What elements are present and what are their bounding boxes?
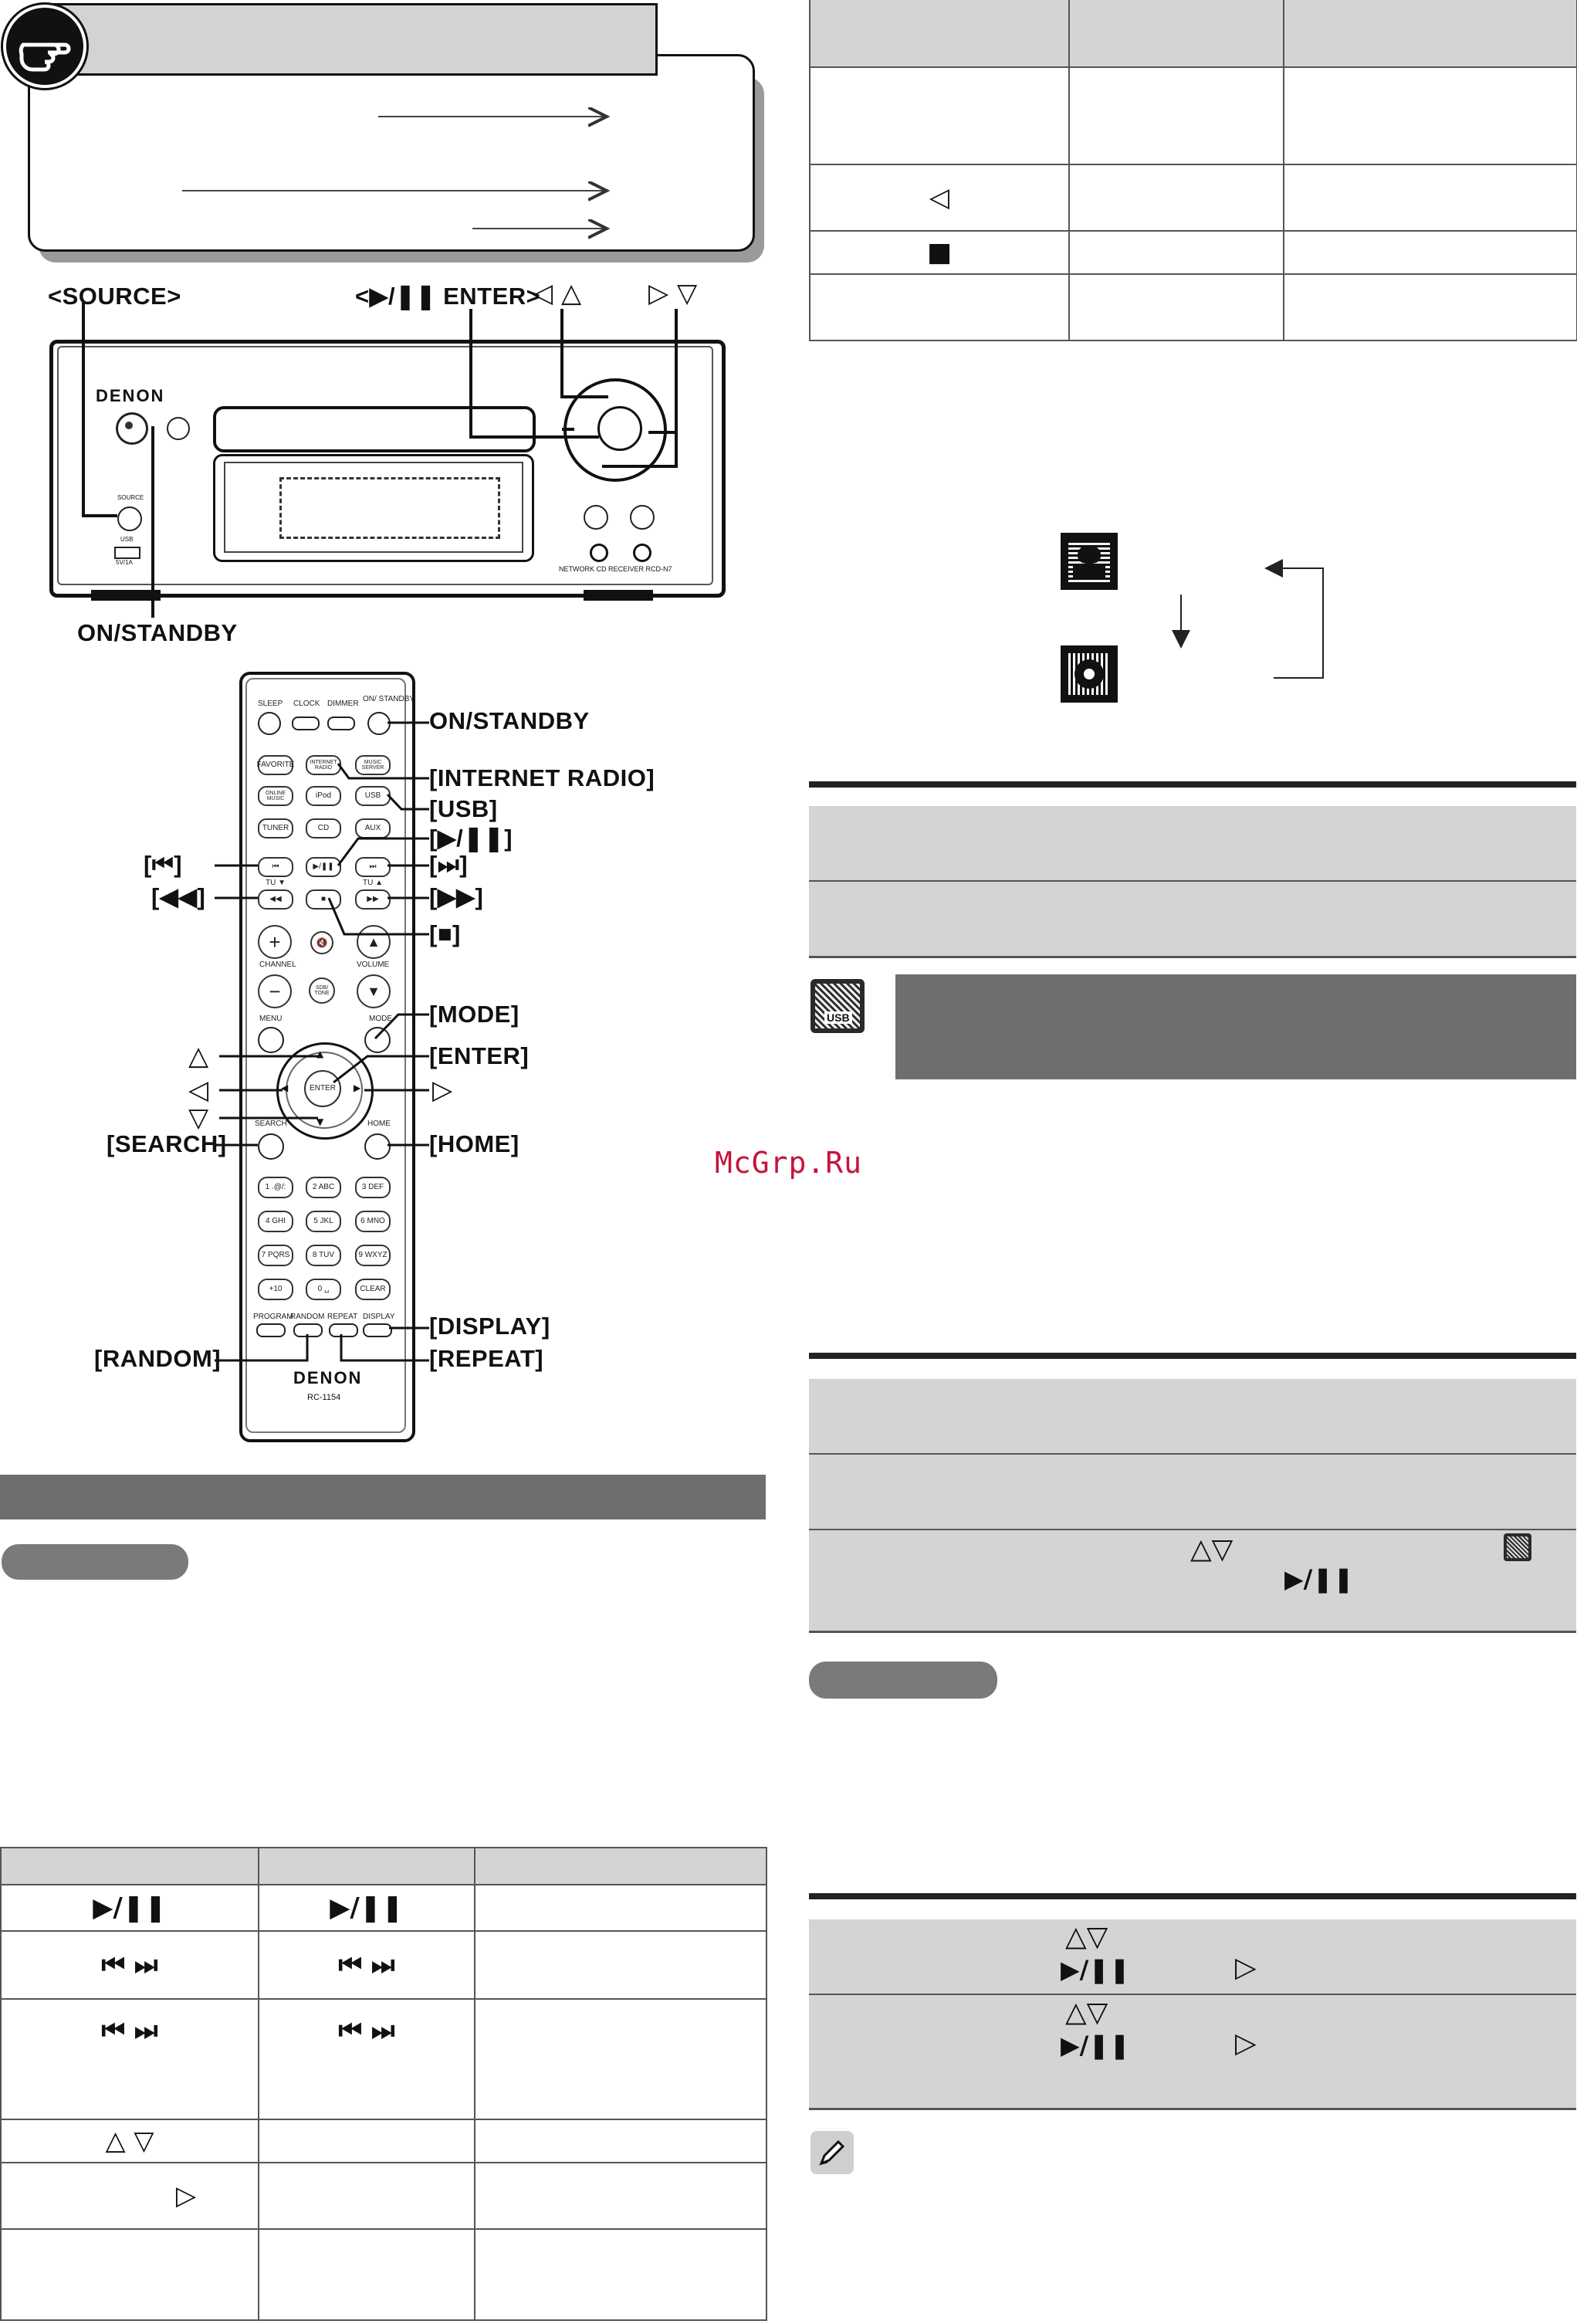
table-cell: ◁: [810, 164, 1069, 231]
right-top-table: [809, 0, 1577, 341]
section-pill-right: [809, 1662, 997, 1699]
label-up: △: [188, 1041, 209, 1072]
step-row: [809, 882, 1576, 958]
label-random: [RANDOM]: [94, 1345, 222, 1372]
remote-clock-label: CLOCK: [293, 700, 320, 708]
remote-skip-back-button[interactable]: ⏮: [258, 857, 293, 877]
table-cell: [1069, 231, 1284, 274]
remote-digit-8[interactable]: 8 TUV: [306, 1245, 341, 1266]
remote-display-label: DISPLAY: [363, 1313, 395, 1321]
remote-plus10-button[interactable]: +10: [258, 1279, 293, 1300]
table-cell: ■: [810, 231, 1069, 274]
section-pill-left: [2, 1544, 188, 1580]
remote-skip-fwd-button[interactable]: ⏭: [355, 857, 391, 877]
remote-internet-radio-button[interactable]: INTERNET RADIO: [306, 755, 341, 775]
label-search: [SEARCH]: [107, 1130, 227, 1157]
table-cell: [1284, 274, 1577, 340]
mode-cycle-arrows: [1158, 540, 1343, 695]
table-cell: [810, 67, 1069, 164]
label-mode: [MODE]: [429, 1001, 519, 1028]
table-cell: △ ▽: [1, 2119, 259, 2163]
remote-dimmer-label: DIMMER: [327, 700, 359, 708]
unit-brand: DENON: [96, 386, 165, 405]
table-cell: [259, 2119, 475, 2163]
remote-model: RC-1154: [307, 1393, 341, 1402]
table-cell: ⏮ ⏭: [259, 1999, 475, 2119]
label-internet-radio: [INTERNET RADIO]: [429, 764, 655, 791]
label-right: ▷: [432, 1075, 453, 1106]
remote-onstandby-label: ON/ STANDBY: [363, 695, 415, 703]
remote-sleep-label: SLEEP: [258, 700, 283, 708]
remote-online-music-button[interactable]: ONLINE MUSIC: [258, 786, 293, 806]
label-down: ▽: [188, 1103, 209, 1133]
label-stop: [■]: [429, 920, 461, 947]
watermark: McGrp.Ru: [715, 1146, 863, 1180]
step3b-arrows: △▽: [1065, 1997, 1108, 2028]
step-arrows-updown: △▽: [1190, 1533, 1234, 1565]
table-cell: ⏮ ⏭: [1, 1999, 259, 2119]
remote-home-label: HOME: [367, 1120, 391, 1128]
label-display: [DISPLAY]: [429, 1313, 550, 1340]
table-cell: [475, 2163, 767, 2229]
step-row: [809, 806, 1576, 883]
table-head-cell: [1284, 0, 1577, 67]
table-cell: [1069, 274, 1284, 340]
remote-stop-button[interactable]: ■: [306, 889, 341, 910]
table-cell: [259, 2163, 475, 2229]
remote-dpad-right-icon[interactable]: ▶: [354, 1082, 361, 1093]
remote-digit-3[interactable]: 3 DEF: [355, 1177, 391, 1198]
table-cell: [1, 2229, 259, 2320]
remote-aux-button[interactable]: AUX: [355, 818, 391, 838]
label-home: [HOME]: [429, 1130, 519, 1157]
label-left: ◁: [188, 1075, 209, 1106]
table-head-cell: [810, 0, 1069, 67]
repeat-all-icon: [1061, 645, 1118, 703]
remote-digit-5[interactable]: 5 JKL: [306, 1211, 341, 1232]
steps-rule-2: [809, 1353, 1576, 1359]
table-cell: [1284, 67, 1577, 164]
pencil-note-icon: [810, 2131, 854, 2174]
step-row: [809, 1995, 1576, 2110]
remote-digit-4[interactable]: 4 GHI: [258, 1211, 293, 1232]
remote-volume-label: VOLUME: [357, 960, 390, 969]
table-cell: ▷: [1, 2163, 259, 2229]
unit-model: NETWORK CD RECEIVER RCD-N7: [559, 565, 672, 573]
step3a-right: ▷: [1235, 1952, 1257, 1984]
operations-table: [0, 1847, 767, 2321]
step3b-play: ▶/❚❚: [1061, 2031, 1130, 2060]
step-play-pause: ▶/❚❚: [1284, 1564, 1354, 1594]
remote-tuner-button[interactable]: TUNER: [258, 818, 293, 838]
remote-search-label: SEARCH: [255, 1120, 287, 1128]
label-enter: [ENTER]: [429, 1042, 530, 1069]
usb-source-icon: [810, 979, 865, 1033]
remote-dpad-left-icon[interactable]: ◀: [281, 1082, 289, 1093]
repeat-one-icon: [1061, 533, 1118, 590]
remote-volume-down-button[interactable]: ▼: [357, 974, 391, 1008]
step3a-arrows: △▽: [1065, 1921, 1108, 1953]
label-skip-fwd: [⏭]: [429, 851, 469, 878]
steps-rule-1: [809, 781, 1576, 788]
step-row: [809, 1379, 1576, 1455]
remote-channel-down-button[interactable]: −: [258, 974, 292, 1008]
remote-enter-button[interactable]: ENTER: [304, 1070, 341, 1107]
usb-badge-text: USB: [824, 1011, 852, 1024]
remote-digit-0[interactable]: 0 ␣: [306, 1279, 341, 1300]
remote-random-label: RANDOM: [290, 1313, 325, 1321]
label-on-standby-remote: ON/STANDBY: [429, 707, 590, 734]
remote-ipod-button[interactable]: iPod: [306, 786, 341, 806]
section-header-bar: [0, 1475, 766, 1519]
usb-sub-label: 5V/1A: [116, 559, 133, 566]
remote-program-label: PROGRAM: [253, 1313, 293, 1321]
remote-repeat-label: REPEAT: [327, 1313, 358, 1321]
remote-mute-button[interactable]: 🔇: [310, 931, 333, 954]
table-cell: ⏮ ⏭: [259, 1931, 475, 1999]
remote-favorite-button[interactable]: FAVORITE: [258, 755, 293, 775]
remote-tu-down-label: TU ▼: [266, 879, 286, 887]
table-head-cell: [1069, 0, 1284, 67]
table-cell: [475, 2119, 767, 2163]
remote-play-pause-button[interactable]: ▶/❚❚: [306, 857, 341, 877]
table-cell: ▶/❚❚: [259, 1885, 475, 1931]
table-cell: [1069, 67, 1284, 164]
source-small-label: SOURCE: [117, 494, 144, 501]
label-ffwd: [▶▶]: [429, 883, 484, 910]
table-cell: [810, 274, 1069, 340]
table-cell: ▶/❚❚: [1, 1885, 259, 1931]
remote-mode-label: MODE: [369, 1015, 392, 1023]
table-cell: [475, 1931, 767, 1999]
usb-mini-icon: [1504, 1533, 1531, 1561]
label-source: <SOURCE>: [48, 283, 181, 310]
remote-leader-lines: [0, 0, 772, 1390]
remote-channel-up-button[interactable]: +: [258, 925, 292, 959]
table-cell: [475, 1885, 767, 1931]
table-cell: ⏮ ⏭: [1, 1931, 259, 1999]
label-rewind: [◀◀]: [151, 883, 206, 910]
remote-menu-label: MENU: [259, 1015, 283, 1023]
label-left-up: ◁ △: [533, 278, 582, 309]
remote-digit-9[interactable]: 9 WXYZ: [355, 1245, 391, 1266]
step-row: [809, 1455, 1576, 1531]
label-repeat: [REPEAT]: [429, 1345, 544, 1372]
table-head-cell: [475, 1848, 767, 1885]
remote-dpad-down-icon[interactable]: ▼: [316, 1116, 324, 1127]
remote-digit-6[interactable]: 6 MNO: [355, 1211, 391, 1232]
step-row: [809, 1919, 1576, 1996]
remote-sdb-tone-button[interactable]: SDB/ TONE: [309, 977, 335, 1004]
label-usb: [USB]: [429, 795, 498, 822]
table-cell: [1284, 231, 1577, 274]
remote-tu-up-label: TU ▲: [363, 879, 384, 887]
table-cell: [1069, 164, 1284, 231]
remote-digit-1[interactable]: 1 .@/:: [258, 1177, 293, 1198]
remote-music-server-button[interactable]: MUSIC SERVER: [355, 755, 391, 775]
remote-brand: DENON: [293, 1368, 363, 1387]
table-cell: [259, 2229, 475, 2320]
table-head-cell: [259, 1848, 475, 1885]
step3a-play: ▶/❚❚: [1061, 1955, 1130, 1984]
remote-dpad-up-icon[interactable]: ▲: [316, 1049, 324, 1059]
remote-cd-button[interactable]: CD: [306, 818, 341, 838]
remote-ffwd-button[interactable]: ▶▶: [355, 889, 391, 910]
remote-rewind-button[interactable]: ◀◀: [258, 889, 293, 910]
label-play-enter: <▶/❚❚ ENTER>: [355, 283, 541, 310]
step3b-right: ▷: [1235, 2028, 1257, 2059]
remote-clear-button[interactable]: CLEAR: [355, 1279, 391, 1300]
table-head-cell: [1, 1848, 259, 1885]
remote-channel-label: CHANNEL: [259, 960, 296, 969]
label-on-standby-unit: ON/STANDBY: [77, 619, 238, 646]
label-play-pause: [▶/❚❚]: [429, 825, 513, 852]
remote-digit-2[interactable]: 2 ABC: [306, 1177, 341, 1198]
table-cell: [1284, 164, 1577, 231]
steps-rule-3: [809, 1893, 1576, 1899]
remote-usb-button[interactable]: USB: [355, 786, 391, 806]
usb-section-header: [895, 974, 1576, 1079]
table-cell: [475, 2229, 767, 2320]
label-right-down: ▷ ▽: [648, 278, 698, 309]
label-skip-back: [⏮]: [144, 851, 183, 878]
remote-digit-7[interactable]: 7 PQRS: [258, 1245, 293, 1266]
usb-small-label: USB: [120, 536, 134, 543]
table-cell: [475, 1999, 767, 2119]
remote-volume-up-button[interactable]: ▲: [357, 925, 391, 959]
